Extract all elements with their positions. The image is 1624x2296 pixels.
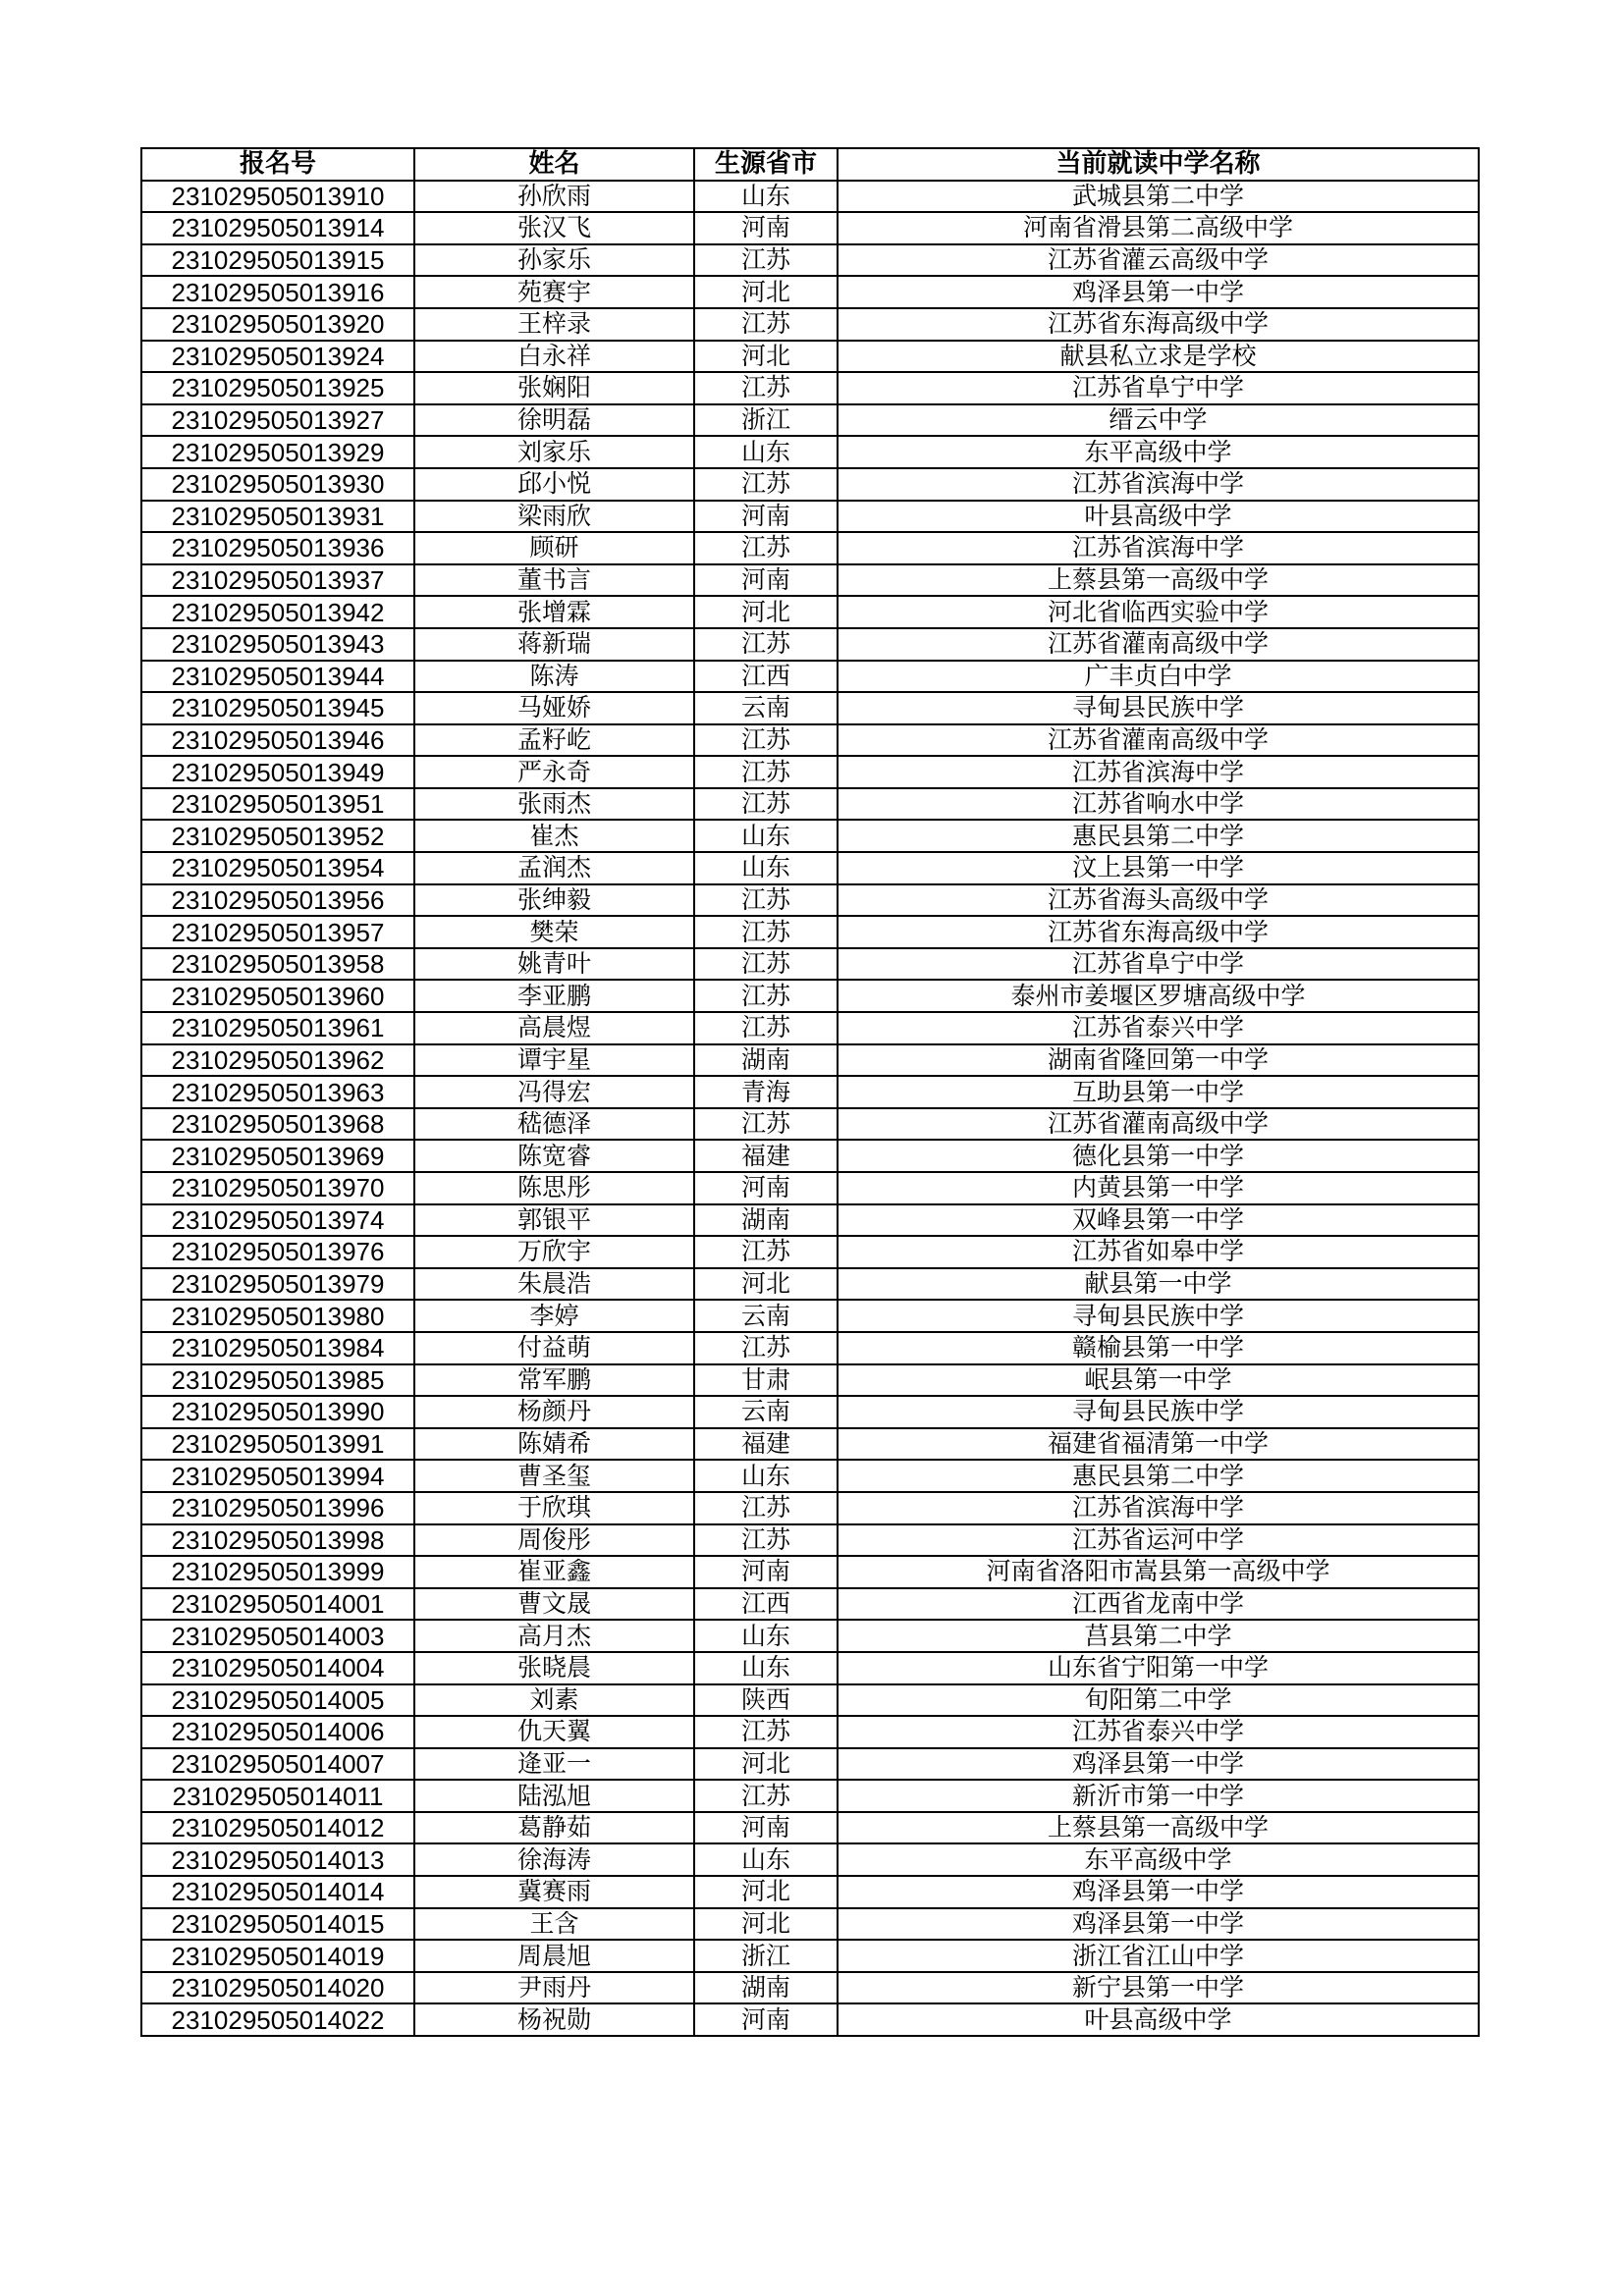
name-cell: 刘家乐 <box>414 436 694 468</box>
school-cell: 鸡泽县第一中学 <box>838 1876 1479 1908</box>
table-row <box>141 1044 1479 1077</box>
school-cell: 江苏省灌云高级中学 <box>838 244 1479 277</box>
table-row <box>141 1812 1479 1844</box>
province-cell: 山东 <box>694 181 838 213</box>
province-cell: 江苏 <box>694 1012 838 1044</box>
registration-number-cell: 231029505014019 <box>141 1940 414 1972</box>
header-registration-number: 报名号 <box>141 148 414 181</box>
province-cell: 江苏 <box>694 308 838 341</box>
province-cell: 河北 <box>694 1908 838 1941</box>
school-cell: 河北省临西实验中学 <box>838 596 1479 628</box>
registration-number-cell: 231029505013943 <box>141 628 414 661</box>
header-school: 当前就读中学名称 <box>838 148 1479 181</box>
province-cell: 山东 <box>694 436 838 468</box>
table-row <box>141 1843 1479 1876</box>
name-cell: 李婷 <box>414 1300 694 1332</box>
table-row <box>141 884 1479 917</box>
registration-number-cell: 231029505014001 <box>141 1588 414 1621</box>
school-cell: 赣榆县第一中学 <box>838 1332 1479 1364</box>
registration-number-cell: 231029505013962 <box>141 1044 414 1077</box>
name-cell: 张雨杰 <box>414 788 694 821</box>
province-cell: 江苏 <box>694 948 838 981</box>
table-row <box>141 852 1479 884</box>
registration-number-cell: 231029505013998 <box>141 1524 414 1557</box>
school-cell: 江苏省灌南高级中学 <box>838 628 1479 661</box>
name-cell: 曹文晟 <box>414 1588 694 1621</box>
school-cell: 德化县第一中学 <box>838 1140 1479 1172</box>
table-row <box>141 1140 1479 1172</box>
table-row <box>141 788 1479 821</box>
school-cell: 汶上县第一中学 <box>838 852 1479 884</box>
registration-number-cell: 231029505013946 <box>141 724 414 757</box>
school-cell: 东平高级中学 <box>838 1843 1479 1876</box>
name-cell: 孙欣雨 <box>414 181 694 213</box>
registration-number-cell: 231029505013937 <box>141 564 414 597</box>
registration-number-cell: 231029505013944 <box>141 661 414 693</box>
registration-number-cell: 231029505013915 <box>141 244 414 277</box>
school-cell: 互助县第一中学 <box>838 1076 1479 1108</box>
registration-number-cell: 231029505013956 <box>141 884 414 917</box>
school-cell: 江苏省滨海中学 <box>838 468 1479 501</box>
school-cell: 江苏省海头高级中学 <box>838 884 1479 917</box>
school-cell: 江苏省运河中学 <box>838 1524 1479 1557</box>
province-cell: 甘肃 <box>694 1364 838 1397</box>
registration-number-cell: 231029505013942 <box>141 596 414 628</box>
name-cell: 冯得宏 <box>414 1076 694 1108</box>
school-cell: 寻甸县民族中学 <box>838 692 1479 724</box>
table-header <box>141 148 1479 181</box>
registration-number-cell: 231029505013929 <box>141 436 414 468</box>
school-cell: 江苏省响水中学 <box>838 788 1479 821</box>
name-cell: 马娅娇 <box>414 692 694 724</box>
registration-number-cell: 231029505013996 <box>141 1492 414 1524</box>
table-row <box>141 1396 1479 1428</box>
school-cell: 浙江省江山中学 <box>838 1940 1479 1972</box>
school-cell: 河南省洛阳市嵩县第一高级中学 <box>838 1556 1479 1588</box>
table-row <box>141 1748 1479 1781</box>
name-cell: 杨颜丹 <box>414 1396 694 1428</box>
registration-number-cell: 231029505013994 <box>141 1460 414 1492</box>
name-cell: 樊荣 <box>414 916 694 948</box>
name-cell: 朱晨浩 <box>414 1268 694 1301</box>
name-cell: 刘素 <box>414 1684 694 1717</box>
school-cell: 叶县高级中学 <box>838 501 1479 533</box>
name-cell: 张晓晨 <box>414 1652 694 1684</box>
name-cell: 陆泓旭 <box>414 1780 694 1812</box>
school-cell: 莒县第二中学 <box>838 1620 1479 1652</box>
province-cell: 江苏 <box>694 756 838 788</box>
table-row <box>141 341 1479 373</box>
school-cell: 寻甸县民族中学 <box>838 1300 1479 1332</box>
province-cell: 河南 <box>694 2003 838 2036</box>
province-cell: 江苏 <box>694 1780 838 1812</box>
province-cell: 江苏 <box>694 916 838 948</box>
school-cell: 江苏省灌南高级中学 <box>838 724 1479 757</box>
school-cell: 缙云中学 <box>838 404 1479 437</box>
table-row <box>141 1300 1479 1332</box>
school-cell: 惠民县第二中学 <box>838 1460 1479 1492</box>
name-cell: 高月杰 <box>414 1620 694 1652</box>
registration-number-cell: 231029505013910 <box>141 181 414 213</box>
province-cell: 陕西 <box>694 1684 838 1717</box>
province-cell: 福建 <box>694 1140 838 1172</box>
registration-number-cell: 231029505014014 <box>141 1876 414 1908</box>
school-cell: 惠民县第二中学 <box>838 820 1479 852</box>
province-cell: 山东 <box>694 820 838 852</box>
registration-number-cell: 231029505013957 <box>141 916 414 948</box>
table-row <box>141 756 1479 788</box>
table-row <box>141 1972 1479 2004</box>
table-row <box>141 1716 1479 1748</box>
province-cell: 江苏 <box>694 884 838 917</box>
registration-number-cell: 231029505013960 <box>141 980 414 1012</box>
table-row <box>141 564 1479 597</box>
province-cell: 湖南 <box>694 1204 838 1237</box>
province-cell: 山东 <box>694 1843 838 1876</box>
school-cell: 新沂市第一中学 <box>838 1780 1479 1812</box>
province-cell: 湖南 <box>694 1972 838 2004</box>
name-cell: 万欣宇 <box>414 1236 694 1268</box>
name-cell: 仇天翼 <box>414 1716 694 1748</box>
school-cell: 献县第一中学 <box>838 1268 1479 1301</box>
name-cell: 徐明磊 <box>414 404 694 437</box>
name-cell: 于欣琪 <box>414 1492 694 1524</box>
table-row <box>141 1876 1479 1908</box>
school-cell: 叶县高级中学 <box>838 2003 1479 2036</box>
name-cell: 曹圣玺 <box>414 1460 694 1492</box>
registration-number-cell: 231029505013968 <box>141 1108 414 1141</box>
table-row <box>141 181 1479 213</box>
name-cell: 周晨旭 <box>414 1940 694 1972</box>
school-cell: 上蔡县第一高级中学 <box>838 564 1479 597</box>
name-cell: 高晨煜 <box>414 1012 694 1044</box>
name-cell: 严永奇 <box>414 756 694 788</box>
registration-number-cell: 231029505014020 <box>141 1972 414 2004</box>
province-cell: 河北 <box>694 1268 838 1301</box>
province-cell: 河南 <box>694 1556 838 1588</box>
table-row <box>141 532 1479 564</box>
table-row <box>141 1172 1479 1204</box>
school-cell: 武城县第二中学 <box>838 181 1479 213</box>
table-row <box>141 1204 1479 1237</box>
school-cell: 旬阳第二中学 <box>838 1684 1479 1717</box>
name-cell: 徐海涛 <box>414 1843 694 1876</box>
name-cell: 付益萌 <box>414 1332 694 1364</box>
table-row <box>141 1908 1479 1941</box>
school-cell: 献县私立求是学校 <box>838 341 1479 373</box>
table-row <box>141 692 1479 724</box>
registration-number-cell: 231029505013924 <box>141 341 414 373</box>
name-cell: 尹雨丹 <box>414 1972 694 2004</box>
province-cell: 江苏 <box>694 724 838 757</box>
table-row <box>141 1364 1479 1397</box>
name-cell: 梁雨欣 <box>414 501 694 533</box>
school-cell: 江苏省滨海中学 <box>838 756 1479 788</box>
registration-number-cell: 231029505013958 <box>141 948 414 981</box>
school-cell: 江苏省泰兴中学 <box>838 1716 1479 1748</box>
table-row <box>141 1332 1479 1364</box>
province-cell: 江苏 <box>694 532 838 564</box>
table-row <box>141 1460 1479 1492</box>
name-cell: 崔亚鑫 <box>414 1556 694 1588</box>
table-row <box>141 948 1479 981</box>
registration-number-cell: 231029505013974 <box>141 1204 414 1237</box>
table-row <box>141 596 1479 628</box>
table-row <box>141 1012 1479 1044</box>
registration-number-cell: 231029505013931 <box>141 501 414 533</box>
school-cell: 江苏省阜宁中学 <box>838 372 1479 404</box>
province-cell: 江苏 <box>694 1236 838 1268</box>
registration-number-cell: 231029505013980 <box>141 1300 414 1332</box>
registration-number-cell: 231029505013976 <box>141 1236 414 1268</box>
name-cell: 陈涛 <box>414 661 694 693</box>
registration-number-cell: 231029505013945 <box>141 692 414 724</box>
name-cell: 孟籽屹 <box>414 724 694 757</box>
header-row <box>141 148 1479 181</box>
table-row <box>141 436 1479 468</box>
school-cell: 泰州市姜堰区罗塘高级中学 <box>838 980 1479 1012</box>
name-cell: 张增霖 <box>414 596 694 628</box>
province-cell: 河北 <box>694 1876 838 1908</box>
province-cell: 浙江 <box>694 404 838 437</box>
province-cell: 河北 <box>694 1748 838 1781</box>
school-cell: 江苏省灌南高级中学 <box>838 1108 1479 1141</box>
table-row <box>141 372 1479 404</box>
school-cell: 广丰贞白中学 <box>838 661 1479 693</box>
province-cell: 云南 <box>694 1300 838 1332</box>
name-cell: 苑赛宇 <box>414 276 694 308</box>
table-row <box>141 916 1479 948</box>
school-cell: 山东省宁阳第一中学 <box>838 1652 1479 1684</box>
registration-number-cell: 231029505013925 <box>141 372 414 404</box>
province-cell: 山东 <box>694 852 838 884</box>
school-cell: 福建省福清第一中学 <box>838 1428 1479 1461</box>
school-cell: 江苏省阜宁中学 <box>838 948 1479 981</box>
name-cell: 谭宇星 <box>414 1044 694 1077</box>
table-row <box>141 276 1479 308</box>
school-cell: 双峰县第一中学 <box>838 1204 1479 1237</box>
name-cell: 常军鹏 <box>414 1364 694 1397</box>
name-cell: 郭银平 <box>414 1204 694 1237</box>
table-row <box>141 212 1479 244</box>
table-row <box>141 1652 1479 1684</box>
table-row <box>141 1108 1479 1141</box>
table-row <box>141 820 1479 852</box>
name-cell: 杨祝勋 <box>414 2003 694 2036</box>
registration-number-cell: 231029505013954 <box>141 852 414 884</box>
registration-number-cell: 231029505013936 <box>141 532 414 564</box>
province-cell: 河北 <box>694 341 838 373</box>
table-row <box>141 501 1479 533</box>
province-cell: 浙江 <box>694 1940 838 1972</box>
registration-number-cell: 231029505013985 <box>141 1364 414 1397</box>
registration-number-cell: 231029505013930 <box>141 468 414 501</box>
table-row <box>141 1236 1479 1268</box>
province-cell: 江西 <box>694 661 838 693</box>
table-row <box>141 724 1479 757</box>
registration-number-cell: 231029505014005 <box>141 1684 414 1717</box>
school-cell: 江苏省滨海中学 <box>838 1492 1479 1524</box>
province-cell: 山东 <box>694 1652 838 1684</box>
school-cell: 江苏省泰兴中学 <box>838 1012 1479 1044</box>
name-cell: 姚青叶 <box>414 948 694 981</box>
header-province: 生源省市 <box>694 148 838 181</box>
school-cell: 江苏省滨海中学 <box>838 532 1479 564</box>
school-cell: 东平高级中学 <box>838 436 1479 468</box>
registration-number-cell: 231029505014006 <box>141 1716 414 1748</box>
table-row <box>141 1524 1479 1557</box>
table-row <box>141 661 1479 693</box>
province-cell: 江苏 <box>694 372 838 404</box>
name-cell: 蒋新瑞 <box>414 628 694 661</box>
school-cell: 寻甸县民族中学 <box>838 1396 1479 1428</box>
table-row <box>141 468 1479 501</box>
registration-number-cell: 231029505014012 <box>141 1812 414 1844</box>
name-cell: 嵇德泽 <box>414 1108 694 1141</box>
name-cell: 张汉飞 <box>414 212 694 244</box>
name-cell: 葛静茹 <box>414 1812 694 1844</box>
table-row <box>141 1428 1479 1461</box>
registration-number-cell: 231029505014013 <box>141 1843 414 1876</box>
registration-number-cell: 231029505013970 <box>141 1172 414 1204</box>
table-row <box>141 628 1479 661</box>
school-cell: 新宁县第一中学 <box>838 1972 1479 2004</box>
name-cell: 张绅毅 <box>414 884 694 917</box>
registration-number-cell: 231029505013920 <box>141 308 414 341</box>
table-row <box>141 308 1479 341</box>
school-cell: 内黄县第一中学 <box>838 1172 1479 1204</box>
name-cell: 陈婧希 <box>414 1428 694 1461</box>
school-cell: 湖南省隆回第一中学 <box>838 1044 1479 1077</box>
province-cell: 江苏 <box>694 468 838 501</box>
province-cell: 河南 <box>694 212 838 244</box>
province-cell: 山东 <box>694 1620 838 1652</box>
registration-number-cell: 231029505013949 <box>141 756 414 788</box>
school-cell: 江苏省如皋中学 <box>838 1236 1479 1268</box>
name-cell: 陈宽睿 <box>414 1140 694 1172</box>
name-cell: 王梓录 <box>414 308 694 341</box>
name-cell: 孟润杰 <box>414 852 694 884</box>
province-cell: 江苏 <box>694 628 838 661</box>
province-cell: 云南 <box>694 1396 838 1428</box>
province-cell: 江苏 <box>694 788 838 821</box>
province-cell: 湖南 <box>694 1044 838 1077</box>
province-cell: 江苏 <box>694 1716 838 1748</box>
table-row <box>141 2003 1479 2036</box>
province-cell: 江苏 <box>694 980 838 1012</box>
province-cell: 河北 <box>694 276 838 308</box>
name-cell: 冀赛雨 <box>414 1876 694 1908</box>
name-cell: 逄亚一 <box>414 1748 694 1781</box>
name-cell: 孙家乐 <box>414 244 694 277</box>
province-cell: 江苏 <box>694 244 838 277</box>
school-cell: 上蔡县第一高级中学 <box>838 1812 1479 1844</box>
registration-number-cell: 231029505013991 <box>141 1428 414 1461</box>
name-cell: 陈思彤 <box>414 1172 694 1204</box>
school-cell: 鸡泽县第一中学 <box>838 1748 1479 1781</box>
table-row <box>141 1556 1479 1588</box>
table-row <box>141 1588 1479 1621</box>
school-cell: 鸡泽县第一中学 <box>838 276 1479 308</box>
school-cell: 江苏省东海高级中学 <box>838 308 1479 341</box>
registration-number-cell: 231029505014022 <box>141 2003 414 2036</box>
registration-number-cell: 231029505013990 <box>141 1396 414 1428</box>
registration-number-cell: 231029505013961 <box>141 1012 414 1044</box>
province-cell: 河南 <box>694 501 838 533</box>
name-cell: 周俊彤 <box>414 1524 694 1557</box>
school-cell: 江西省龙南中学 <box>838 1588 1479 1621</box>
province-cell: 云南 <box>694 692 838 724</box>
name-cell: 李亚鹏 <box>414 980 694 1012</box>
table-row <box>141 1940 1479 1972</box>
registration-number-cell: 231029505014015 <box>141 1908 414 1941</box>
table-row <box>141 980 1479 1012</box>
table-row <box>141 1780 1479 1812</box>
registration-number-cell: 231029505014004 <box>141 1652 414 1684</box>
table-row <box>141 1076 1479 1108</box>
name-cell: 董书言 <box>414 564 694 597</box>
table-row <box>141 404 1479 437</box>
province-cell: 江苏 <box>694 1332 838 1364</box>
province-cell: 河北 <box>694 596 838 628</box>
school-cell: 鸡泽县第一中学 <box>838 1908 1479 1941</box>
province-cell: 山东 <box>694 1460 838 1492</box>
school-cell: 河南省滑县第二高级中学 <box>838 212 1479 244</box>
province-cell: 福建 <box>694 1428 838 1461</box>
registration-number-cell: 231029505013916 <box>141 276 414 308</box>
registration-number-cell: 231029505014007 <box>141 1748 414 1781</box>
registration-number-cell: 231029505013999 <box>141 1556 414 1588</box>
province-cell: 江苏 <box>694 1492 838 1524</box>
registration-number-cell: 231029505013951 <box>141 788 414 821</box>
table-row <box>141 244 1479 277</box>
province-cell: 江西 <box>694 1588 838 1621</box>
name-cell: 崔杰 <box>414 820 694 852</box>
registration-number-cell: 231029505014011 <box>141 1780 414 1812</box>
province-cell: 河南 <box>694 1812 838 1844</box>
student-table <box>140 147 1480 2037</box>
province-cell: 河南 <box>694 564 838 597</box>
name-cell: 邱小悦 <box>414 468 694 501</box>
header-name: 姓名 <box>414 148 694 181</box>
table-row <box>141 1684 1479 1717</box>
registration-number-cell: 231029505013952 <box>141 820 414 852</box>
province-cell: 江苏 <box>694 1108 838 1141</box>
province-cell: 江苏 <box>694 1524 838 1557</box>
registration-number-cell: 231029505014003 <box>141 1620 414 1652</box>
name-cell: 王含 <box>414 1908 694 1941</box>
registration-number-cell: 231029505013927 <box>141 404 414 437</box>
school-cell: 江苏省东海高级中学 <box>838 916 1479 948</box>
name-cell: 张娴阳 <box>414 372 694 404</box>
name-cell: 顾研 <box>414 532 694 564</box>
table-row <box>141 1268 1479 1301</box>
name-cell: 白永祥 <box>414 341 694 373</box>
registration-number-cell: 231029505013979 <box>141 1268 414 1301</box>
registration-number-cell: 231029505013963 <box>141 1076 414 1108</box>
registration-number-cell: 231029505013984 <box>141 1332 414 1364</box>
table-row <box>141 1492 1479 1524</box>
table-body <box>141 181 1479 2036</box>
province-cell: 青海 <box>694 1076 838 1108</box>
province-cell: 河南 <box>694 1172 838 1204</box>
table-row <box>141 1620 1479 1652</box>
registration-number-cell: 231029505013969 <box>141 1140 414 1172</box>
registration-number-cell: 231029505013914 <box>141 212 414 244</box>
school-cell: 岷县第一中学 <box>838 1364 1479 1397</box>
